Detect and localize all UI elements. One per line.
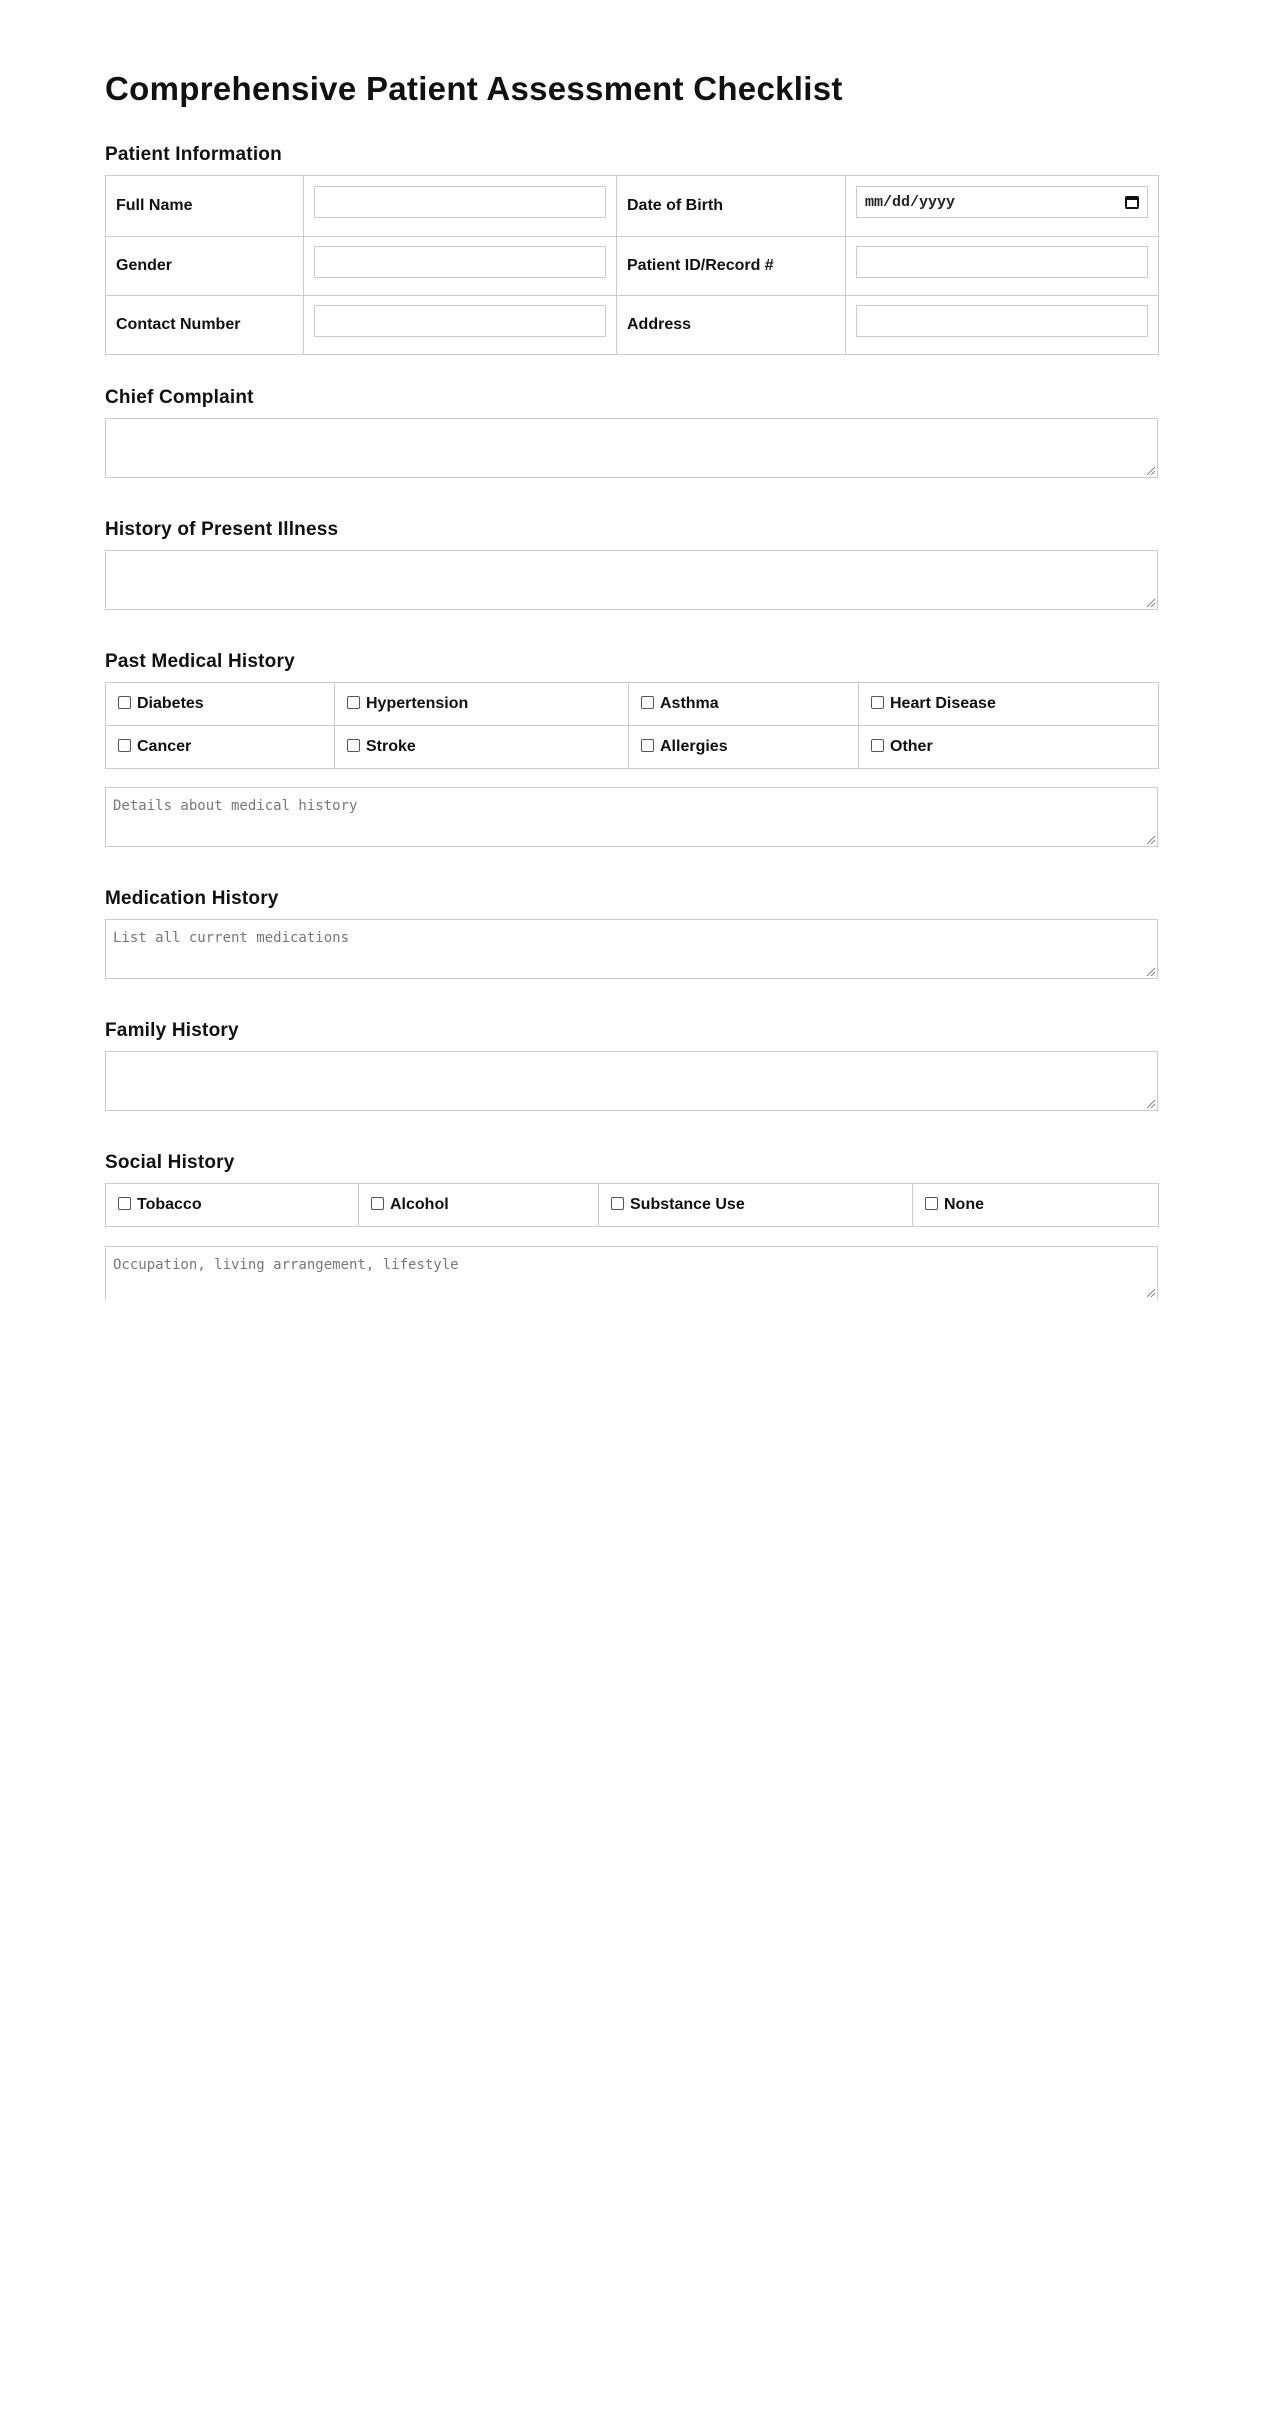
section-heading-social-history: Social History	[105, 1152, 235, 1173]
table-row	[106, 1184, 1159, 1227]
table-row	[106, 176, 1159, 237]
placeholder-text: Details about medical history	[113, 798, 358, 814]
date-placeholder: mm/dd/yyyy	[865, 193, 956, 211]
checkbox-icon[interactable]	[925, 1197, 938, 1210]
label-patient-id: Patient ID/Record #	[617, 237, 846, 296]
section-heading-history-present-illness: History of Present Illness	[105, 519, 339, 540]
resize-handle[interactable]	[1147, 467, 1155, 475]
checkbox-icon[interactable]	[611, 1197, 624, 1210]
checkbox-hypertension[interactable]	[335, 683, 629, 726]
placeholder-text: List all current medications	[113, 930, 350, 946]
history-present-illness-textarea[interactable]	[105, 550, 1158, 610]
table-row	[106, 296, 1159, 355]
checkbox-label: Heart Disease	[890, 695, 996, 712]
checkbox-label: Tobacco	[137, 1196, 202, 1213]
checkbox-icon[interactable]	[871, 696, 884, 709]
label-contact-number: Contact Number	[106, 296, 304, 355]
calendar-icon[interactable]	[1125, 196, 1139, 209]
patient-id-input[interactable]	[856, 246, 1148, 278]
resize-handle[interactable]	[1147, 1100, 1155, 1108]
medication-history-textarea[interactable]	[105, 919, 1158, 979]
past-medical-checklist	[105, 682, 1159, 769]
placeholder-text: Occupation, living arrangement, lifestyle	[113, 1257, 459, 1273]
table-row	[106, 726, 1159, 769]
date-of-birth-input[interactable]	[856, 186, 1148, 218]
section-heading-medication-history: Medication History	[105, 888, 279, 909]
medical-history-details-textarea[interactable]	[105, 787, 1158, 847]
checkbox-label: Hypertension	[366, 695, 469, 712]
checkbox-label: Allergies	[660, 738, 728, 755]
checkbox-icon[interactable]	[347, 696, 360, 709]
table-row	[106, 237, 1159, 296]
checkbox-icon[interactable]	[871, 739, 884, 752]
checkbox-label: Diabetes	[137, 695, 204, 712]
contact-number-input[interactable]	[314, 305, 606, 337]
checkbox-label: Cancer	[137, 738, 192, 755]
label-date-of-birth: Date of Birth	[617, 176, 846, 237]
section-heading-past-medical-history: Past Medical History	[105, 651, 295, 672]
page-title: Comprehensive Patient Assessment Checklist	[105, 70, 843, 107]
social-history-checklist	[105, 1183, 1159, 1227]
checkbox-icon[interactable]	[347, 739, 360, 752]
label-gender: Gender	[106, 237, 304, 296]
section-heading-patient-information: Patient Information	[105, 144, 282, 165]
section-heading-chief-complaint: Chief Complaint	[105, 387, 254, 408]
checkbox-alcohol[interactable]	[359, 1184, 599, 1227]
checkbox-asthma[interactable]	[629, 683, 859, 726]
checkbox-none[interactable]	[913, 1184, 1159, 1227]
checkbox-icon[interactable]	[371, 1197, 384, 1210]
full-name-input[interactable]	[314, 186, 606, 218]
checkbox-icon[interactable]	[641, 696, 654, 709]
section-heading-family-history: Family History	[105, 1020, 239, 1041]
checkbox-icon[interactable]	[641, 739, 654, 752]
checkbox-allergies[interactable]	[629, 726, 859, 769]
resize-handle[interactable]	[1147, 968, 1155, 976]
family-history-textarea[interactable]	[105, 1051, 1158, 1111]
checkbox-label: None	[944, 1196, 984, 1213]
checkbox-label: Asthma	[660, 695, 719, 712]
checkbox-stroke[interactable]	[335, 726, 629, 769]
patient-info-table	[105, 175, 1159, 355]
checkbox-diabetes[interactable]	[106, 683, 335, 726]
checkbox-label: Alcohol	[390, 1196, 449, 1213]
resize-handle[interactable]	[1147, 599, 1155, 607]
checkbox-label: Stroke	[366, 738, 416, 755]
checkbox-label: Substance Use	[630, 1196, 745, 1213]
checkbox-heart-disease[interactable]	[859, 683, 1159, 726]
gender-input[interactable]	[314, 246, 606, 278]
social-history-textarea[interactable]	[105, 1246, 1158, 1300]
resize-handle[interactable]	[1147, 1289, 1155, 1297]
checkbox-icon[interactable]	[118, 1197, 131, 1210]
address-input[interactable]	[856, 305, 1148, 337]
checkbox-icon[interactable]	[118, 696, 131, 709]
checkbox-icon[interactable]	[118, 739, 131, 752]
label-address: Address	[617, 296, 846, 355]
resize-handle[interactable]	[1147, 836, 1155, 844]
checkbox-tobacco[interactable]	[106, 1184, 359, 1227]
checkbox-label: Other	[890, 738, 933, 755]
checkbox-other[interactable]	[859, 726, 1159, 769]
label-full-name: Full Name	[106, 176, 304, 237]
checkbox-substance-use[interactable]	[599, 1184, 913, 1227]
chief-complaint-textarea[interactable]	[105, 418, 1158, 478]
checkbox-cancer[interactable]	[106, 726, 335, 769]
table-row	[106, 683, 1159, 726]
